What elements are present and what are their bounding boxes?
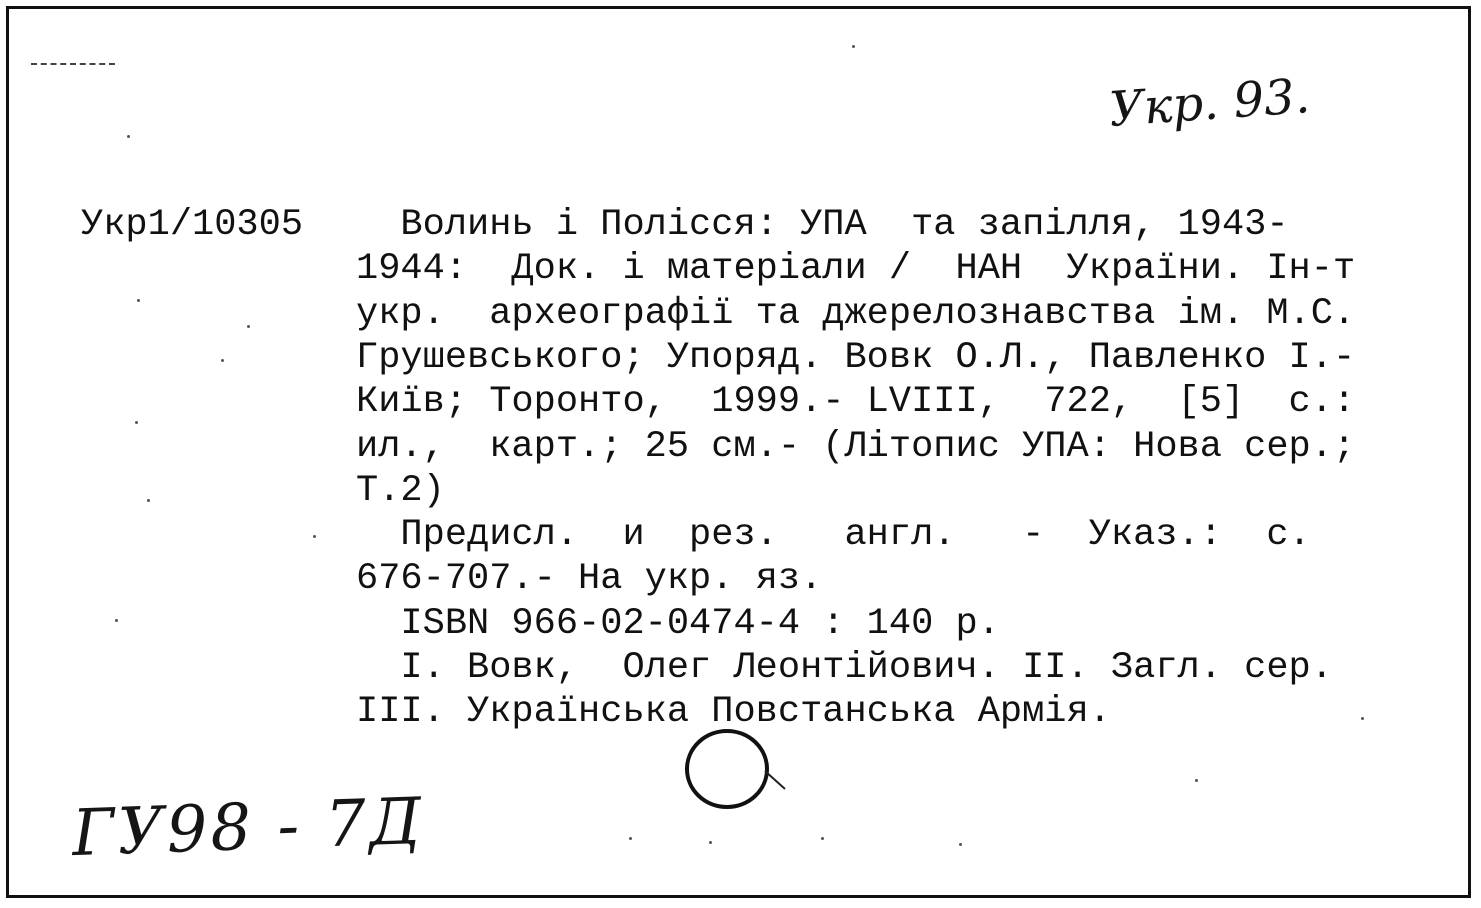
entry-line-3: укр. археографії та джерелознавства ім. М.С.	[356, 292, 1356, 335]
handwritten-inventory-note: ГУ98 - 7Д	[70, 784, 426, 872]
scan-speck	[1361, 717, 1364, 720]
entry-line-5: Київ; Торонто, 1999.- LVIII, 722, [5] с.:	[356, 381, 1356, 424]
scan-speck	[313, 535, 316, 538]
scan-speck	[852, 45, 855, 48]
scan-speck	[1195, 779, 1198, 782]
entry-line-6: ил., карт.; 25 см.- (Літопис УПА: Нова сер.;	[356, 425, 1356, 468]
stamp-circle-mark	[681, 727, 793, 817]
scan-speck	[959, 843, 962, 846]
entry-line-10: ISBN 966-02-0474-4 : 140 р.	[356, 602, 1000, 645]
scan-speck	[629, 837, 632, 840]
call-number: Укр1/10305	[81, 204, 304, 246]
catalog-card	[6, 6, 1471, 898]
entry-line-9: 676-707.- На укр. яз.	[356, 558, 823, 601]
scan-speck	[127, 135, 130, 138]
scan-speck	[247, 325, 250, 328]
entry-line-4: Грушевського; Упоряд. Вовк О.Л., Павленко І.-	[356, 336, 1356, 379]
dash-mark	[31, 63, 115, 68]
scan-speck	[135, 421, 138, 424]
handwritten-shelf-note: Укр. 93.	[1107, 68, 1312, 138]
entry-line-11: І. Вовк, Олег Леонтійович. ІІ. Загл. сер.	[356, 647, 1333, 689]
entry-line-8: Предисл. и рез. англ. - Указ.: с.	[356, 514, 1311, 557]
scan-speck	[821, 837, 824, 840]
scan-speck	[221, 359, 224, 362]
entry-line-7: Т.2)	[356, 469, 445, 512]
scan-speck	[147, 499, 150, 502]
scan-speck	[709, 841, 712, 844]
bibliographic-entry	[356, 203, 1456, 823]
entry-line-2: 1944: Док. і матеріали / НАН України. Ін-т	[356, 248, 1356, 291]
scan-speck	[115, 619, 118, 622]
scan-speck	[137, 299, 140, 302]
entry-line-1: Волинь і Полісся: УПА та запілля, 1943-	[356, 204, 1289, 246]
entry-line-12: ІІІ. Українська Повстанська Армія.	[356, 691, 1111, 734]
